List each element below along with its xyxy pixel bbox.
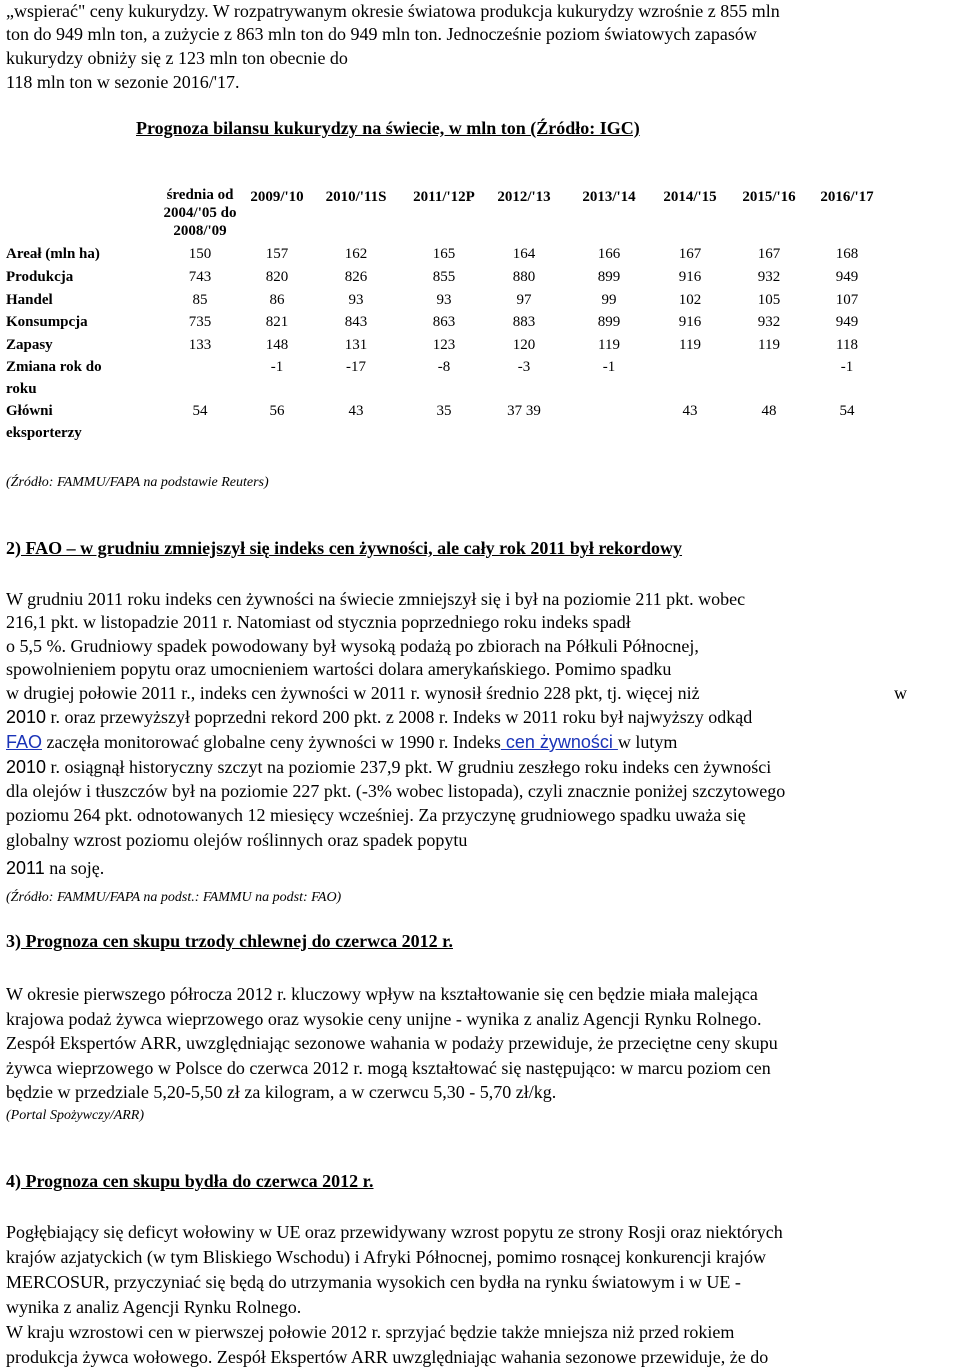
- section-2-line: 2011 na soję.: [6, 858, 105, 878]
- table-cell: 54: [192, 403, 208, 419]
- table-cell: 162: [344, 246, 368, 262]
- table-cell: 93: [436, 292, 452, 308]
- row-label: Zapasy: [6, 337, 53, 353]
- table-cell: 916: [678, 269, 702, 285]
- intro-line: ton do 949 mln ton, a zużycie z 863 mln ton do 949 mln ton. Jednocześnie poziom światowych zapasów: [6, 24, 757, 44]
- row-label: Areał (mln ha): [6, 246, 100, 262]
- table-cell: 167: [678, 246, 702, 262]
- intro-line: kukurydzy obniży się z 123 mln ton obecnie do: [6, 48, 348, 68]
- row-label: roku: [6, 381, 37, 397]
- table-cell: 932: [757, 314, 781, 330]
- table-cell: 826: [344, 269, 368, 285]
- table-cell: 883: [512, 314, 536, 330]
- section-2-line: FAO zaczęła monitorować globalne ceny żywności w 1990 r. Indeks cen żywności w lutym: [6, 732, 678, 752]
- table-cell: 43: [348, 403, 364, 419]
- table-cell: 119: [758, 337, 780, 353]
- table-cell: 148: [265, 337, 289, 353]
- header-cell: 2012/'13: [497, 189, 551, 205]
- table-cell: 167: [757, 246, 781, 262]
- table-cell: 157: [265, 246, 289, 262]
- header-cell: 2004/'05 do: [163, 205, 237, 221]
- section-2-line: globalny wzrost poziomu olejów roślinnych oraz spadek popytu: [6, 830, 468, 850]
- header-cell: 2011/'12P: [413, 189, 475, 205]
- table-cell: -1: [270, 359, 284, 375]
- section-2-line: 216,1 pkt. w listopadzie 2011 r. Natomiast od stycznia poprzedniego roku indeks spadł: [6, 612, 631, 632]
- table-cell: 133: [188, 337, 212, 353]
- row-label: Konsumpcja: [6, 314, 88, 330]
- section-3-line: żywca wieprzowego w Polsce do czerwca 2012 r. mogą kształtować się następująco: w marcu poziom cen: [6, 1058, 771, 1078]
- section-2-line: W grudniu 2011 roku indeks cen żywności na świecie zmniejszył się i był na poziomie 211 pkt. wobec: [6, 589, 746, 609]
- section-3-heading: 3) Prognoza cen skupu trzody chlewnej do czerwca 2012 r.: [6, 931, 453, 951]
- section-3-line: krajowa podaż żywca wieprzowego oraz wysokie ceny unijne - wynika z analiz Agencji Rynku Rolnego.: [6, 1009, 762, 1029]
- section-2-line: 2010 r. oraz przewyższył poprzedni rekord 200 pkt. z 2008 r. Indeks w 2011 roku był najwyższy odkąd: [6, 707, 753, 727]
- table-cell: 119: [679, 337, 701, 353]
- table-cell: 863: [432, 314, 456, 330]
- table-cell: 85: [192, 292, 208, 308]
- table-cell: 56: [269, 403, 285, 419]
- table-cell: 99: [601, 292, 617, 308]
- section-4-line: MERCOSUR, przyczyniać się będą do utrzymania wysokich cen bydła na rynku światowym i w UE -: [6, 1272, 741, 1292]
- section-3-line: Zespół Ekspertów ARR, uwzględniając sezonowe wahania w podaży przewiduje, że przeciętne ceny skupu: [6, 1033, 778, 1053]
- table-cell: -1: [602, 359, 616, 375]
- section-2-line: 2010 r. osiągnął historyczny szczyt na poziomie 237,9 pkt. W grudniu zeszłego roku indeks cen żywności: [6, 757, 772, 777]
- table-cell: 949: [835, 269, 859, 285]
- section-2-line: dla olejów i tłuszczów był na poziomie 227 pkt. (-3% wobec listopada), czyli znacznie poniżej szczytowego: [6, 781, 786, 801]
- table-cell: 855: [432, 269, 456, 285]
- table-cell: 164: [512, 246, 536, 262]
- table-cell: 899: [597, 269, 621, 285]
- intro-line: „wspierać" ceny kukurydzy. W rozpatrywanym okresie światowa produkcja kukurydzy wzrośnie z 855 mln: [6, 1, 780, 21]
- section-2-line: spowolnieniem popytu oraz umocnieniem wartości dolara amerykańskiego. Pomimo spadku: [6, 659, 672, 679]
- table-cell: 820: [265, 269, 289, 285]
- row-label: Handel: [6, 292, 53, 308]
- intro-line: 118 mln ton w sezonie 2016/'17.: [6, 72, 240, 92]
- table-cell: 54: [839, 403, 855, 419]
- table-cell: -8: [437, 359, 451, 375]
- table-cell: 150: [188, 246, 212, 262]
- table-cell: 123: [432, 337, 456, 353]
- table-cell: 35: [436, 403, 452, 419]
- table-cell: 120: [512, 337, 536, 353]
- table-cell: 43: [682, 403, 698, 419]
- table-cell: 93: [348, 292, 364, 308]
- table-cell: 899: [597, 314, 621, 330]
- table-cell: 131: [344, 337, 368, 353]
- table-cell: 37 39: [507, 403, 541, 419]
- table-cell: 168: [835, 246, 859, 262]
- table-cell: 119: [598, 337, 620, 353]
- section-3-line: W okresie pierwszego półrocza 2012 r. kluczowy wpływ na kształtowanie się cen będzie miała malejąca: [6, 984, 758, 1004]
- section-2-line: w: [894, 683, 907, 703]
- row-label: Produkcja: [6, 269, 74, 285]
- section-4-line: W kraju wzrostowi cen w pierwszej połowie 2012 r. sprzyjać będzie także mniejsza niż przed rokiem: [6, 1322, 735, 1342]
- table-source: (Źródło: FAMMU/FAPA na podstawie Reuters): [6, 475, 269, 490]
- section-2-line: o 5,5 %. Grudniowy spadek powodowany był wysoką podażą po zbiorach na Półkuli Północnej,: [6, 636, 699, 656]
- table-cell: 949: [835, 314, 859, 330]
- table-cell: 743: [188, 269, 212, 285]
- table-cell: 102: [678, 292, 702, 308]
- fao-link[interactable]: FAO: [6, 732, 43, 752]
- table-cell: 118: [836, 337, 858, 353]
- header-cell: 2016/'17: [820, 189, 874, 205]
- row-label: eksporterzy: [6, 425, 82, 441]
- table-cell: -17: [346, 359, 366, 375]
- header-cell: 2014/'15: [663, 189, 717, 205]
- header-cell: 2010/'11S: [325, 189, 387, 205]
- table-cell: 932: [757, 269, 781, 285]
- table-cell: 916: [678, 314, 702, 330]
- table-cell: 880: [512, 269, 536, 285]
- section-2-heading: 2) FAO – w grudniu zmniejszył się indeks cen żywności, ale cały rok 2011 był rekordowy: [6, 538, 683, 558]
- section-4-line: wynika z analiz Agencji Rynku Rolnego.: [6, 1297, 302, 1317]
- table-cell: 107: [835, 292, 859, 308]
- row-label: Zmiana rok do: [6, 359, 102, 375]
- food-prices-link[interactable]: cen żywności: [500, 732, 618, 752]
- header-cell: 2013/'14: [582, 189, 636, 205]
- table-cell: 86: [269, 292, 285, 308]
- table-cell: -1: [840, 359, 854, 375]
- header-cell: 2009/'10: [250, 189, 304, 205]
- table-cell: 48: [761, 403, 777, 419]
- section-2-source: (Źródło: FAMMU/FAPA na podst.: FAMMU na podst: FAO): [6, 890, 342, 905]
- section-4-line: krajów azjatyckich (w tym Bliskiego Wschodu) i Afryki Północnej, pomimo rosnącej konkurencji krajów: [6, 1247, 766, 1267]
- section-2-line: poziomu 264 pkt. odnotowanych 12 miesięcy wcześniej. Za przyczynę grudniowego spadku uważa się: [6, 805, 746, 825]
- table-cell: 843: [344, 314, 368, 330]
- row-label: Główni: [6, 403, 53, 419]
- header-cell: 2008/'09: [173, 223, 227, 239]
- table-cell: 821: [265, 314, 289, 330]
- header-cell: 2015/'16: [742, 189, 796, 205]
- table-cell: 735: [188, 314, 212, 330]
- table-cell: 105: [757, 292, 781, 308]
- table-cell: 97: [516, 292, 532, 308]
- section-4-line: Pogłębiający się deficyt wołowiny w UE oraz przewidywany wzrost popytu ze strony Rosji oraz niektórych: [6, 1222, 783, 1242]
- section-3-source: (Portal Spożywczy/ARR): [6, 1108, 145, 1123]
- table-title: Prognoza bilansu kukurydzy na świecie, w mln ton (Źródło: IGC): [136, 118, 640, 138]
- table-cell: 166: [597, 246, 621, 262]
- section-4-line: produkcja żywca wołowego. Zespół Ekspertów ARR uwzględniając wahania sezonowe przewiduje, że do: [6, 1347, 769, 1367]
- section-2-line: w drugiej połowie 2011 r., indeks cen żywności w 2011 r. wynosił średnio 228 pkt, tj. więcej niż: [6, 683, 700, 703]
- table-cell: 165: [432, 246, 456, 262]
- header-cell: średnia od: [166, 187, 234, 203]
- section-4-heading: 4) Prognoza cen skupu bydła do czerwca 2012 r.: [6, 1171, 374, 1191]
- section-3-line: będzie w przedziale 5,20-5,50 zł za kilogram, a w czerwcu 5,30 - 5,70 zł/kg.: [6, 1082, 557, 1102]
- table-cell: -3: [517, 359, 531, 375]
